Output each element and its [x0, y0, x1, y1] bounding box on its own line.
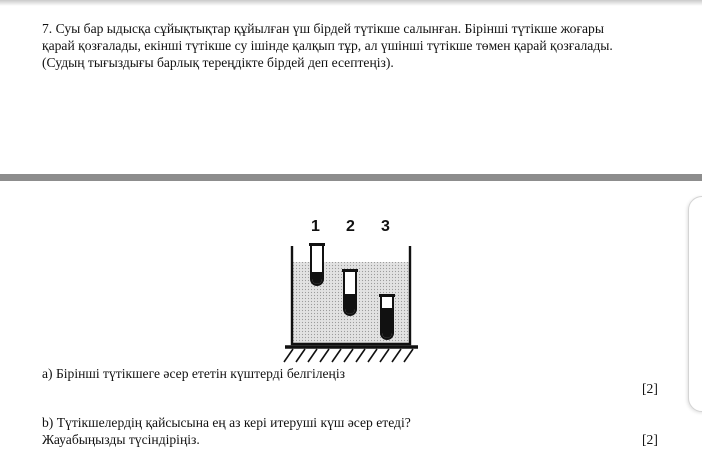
question-line-2: қарай қозғалады, екінші түтікше су ішінде қалқып тұр, ал үшінші түтікше төмен қарай қозғалады. — [42, 38, 613, 53]
vessel-diagram — [280, 216, 430, 370]
ground-hatching — [284, 349, 413, 362]
part-b-line-1: b) Түтікшелердің қайсысына ең аз кері итеруші күш әсер етеді? — [42, 415, 411, 430]
test-tubes-figure — [280, 216, 430, 370]
tube-label-2: 2 — [346, 218, 355, 235]
cropped-previous-line — [0, 0, 702, 6]
tube-label-1: 1 — [311, 218, 320, 235]
tube-3 — [379, 294, 395, 339]
tube-1 — [309, 243, 325, 285]
question-line-1: 7. Суы бар ыдысқа сұйықтықтар құйылған үш бірдей түтікше салынған. Бірінші түтікше жоғары — [42, 21, 604, 36]
question-part-a: a) Бірінші түтікшеге әсер ететін күштерді белгілеңіз — [42, 366, 345, 381]
question-part-b — [42, 414, 411, 448]
question-line-3: (Судың тығыздығы барлық тереңдікте бірдей деп есептеңіз). — [42, 55, 394, 70]
part-b-line-2: Жауабыңызды түсіндіріңіз. — [42, 432, 200, 447]
side-panel-edge — [688, 196, 702, 412]
part-a-mark: [2] — [642, 381, 658, 396]
question-text — [42, 20, 662, 71]
tube-2 — [342, 269, 358, 315]
page-divider — [0, 174, 702, 181]
part-b-mark: [2] — [642, 432, 658, 447]
tube-label-3: 3 — [381, 218, 390, 235]
